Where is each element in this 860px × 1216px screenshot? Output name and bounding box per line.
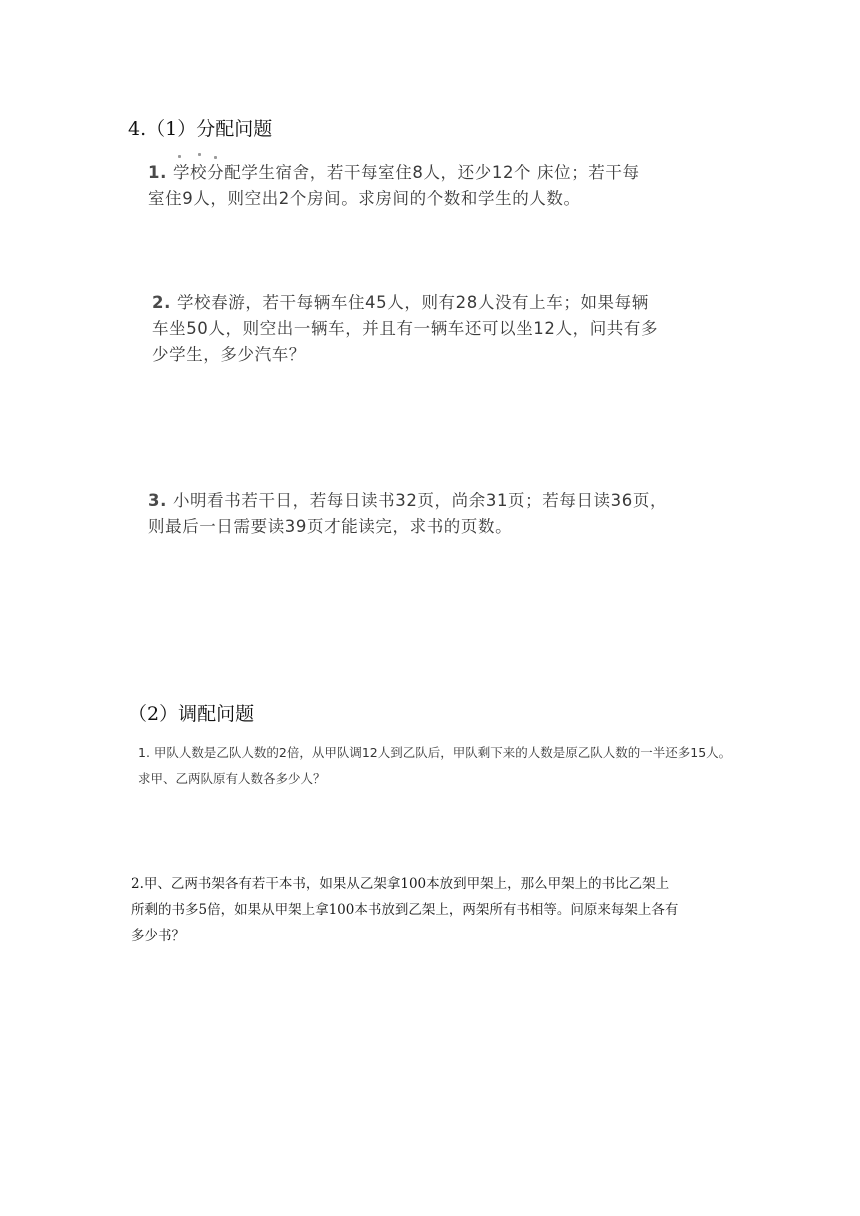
problem-1 — [148, 160, 640, 212]
problem-line: 3. 小明看书若干日，若每日读书32页，尚余31页；若每日读36页， — [148, 491, 668, 510]
problem-line: 所剩的书多5倍，如果从甲架上拿100本书放到乙架上，两架所有书相等。问原来每架上各有 — [131, 902, 679, 918]
problem-number: 2. — [152, 293, 171, 312]
scan-artifact — [198, 153, 201, 156]
problem-line: 少学生，多少汽车？ — [152, 345, 306, 364]
section-heading-redistribution: （2）调配问题 — [128, 703, 255, 725]
scan-artifact — [178, 155, 181, 158]
problem-2 — [152, 290, 658, 368]
problem-line: 多少书？ — [131, 928, 185, 944]
redistribution-problem-1 — [138, 740, 731, 792]
problem-number: 3. — [148, 491, 167, 510]
problem-line: 则最后一日需要读39页才能读完，求书的页数。 — [148, 517, 513, 536]
problem-line: 求甲、乙两队原有人数各多少人？ — [138, 771, 326, 786]
problem-number: 1. — [148, 163, 167, 182]
scan-artifact — [214, 156, 217, 159]
problem-line: 2. 学校春游，若干每辆车住45人，则有28人没有上车；如果每辆 — [152, 293, 649, 312]
problem-3 — [148, 488, 667, 540]
problem-line: 室住9人，则空出2个房间。求房间的个数和学生的人数。 — [148, 189, 581, 208]
problem-line: 1. 甲队人数是乙队人数的2倍，从甲队调12人到乙队后，甲队剩下来的人数是原乙队人数的一半还多15人。 — [138, 745, 732, 760]
problem-line: 2.甲、乙两书架各有若干本书，如果从乙架拿100本放到甲架上，那么甲架上的书比乙架上 — [131, 876, 670, 892]
problem-line: 1. 学校分配学生宿舍，若干每室住8人，还少12个 床位；若干每 — [148, 163, 640, 182]
section-heading-allocation: 4.（1）分配问题 — [128, 118, 273, 140]
redistribution-problem-2 — [131, 871, 678, 949]
problem-line: 车坐50人，则空出一辆车，并且有一辆车还可以坐12人，问共有多 — [152, 319, 659, 338]
